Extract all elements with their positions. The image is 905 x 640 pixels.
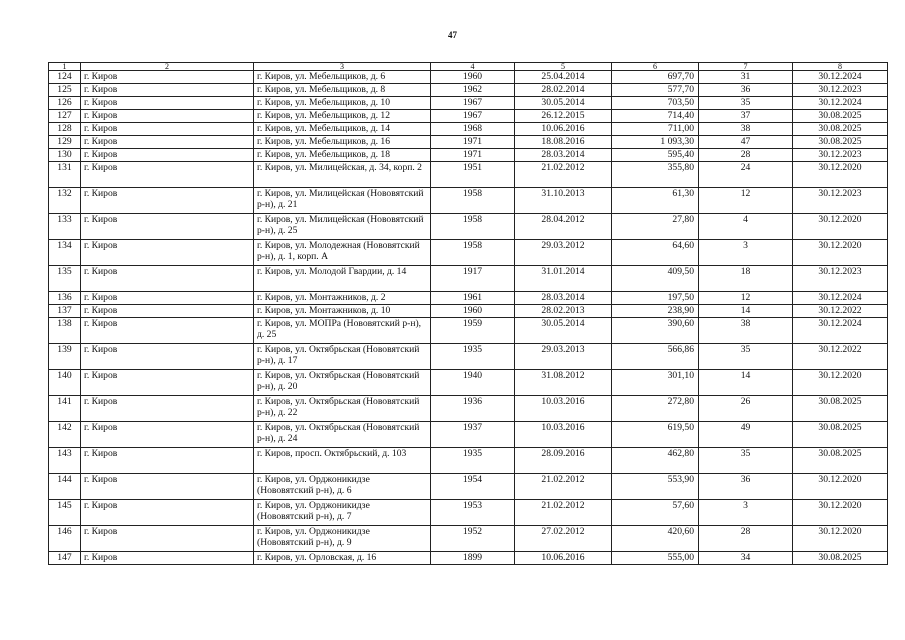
deadline-cell: 30.12.2023 (793, 266, 888, 292)
table-row (49, 97, 888, 110)
table-row (49, 84, 888, 97)
count-cell: 37 (699, 110, 793, 123)
row-number-cell: 134 (49, 240, 81, 266)
row-number-cell: 145 (49, 500, 81, 526)
area-cell: 64,60 (612, 240, 699, 266)
column-header: 1 (49, 63, 81, 71)
date-cell: 29.03.2012 (515, 240, 612, 266)
row-number-cell: 133 (49, 214, 81, 240)
city-cell: г. Киров (81, 240, 254, 266)
date-cell: 21.02.2012 (515, 500, 612, 526)
year-cell: 1962 (431, 84, 515, 97)
table-row (49, 123, 888, 136)
row-number-cell: 138 (49, 318, 81, 344)
address-cell: г. Киров, ул. Молодежная (Нововятский р-н), д. 1, корп. А (254, 240, 431, 266)
year-cell: 1971 (431, 149, 515, 162)
deadline-cell: 30.12.2020 (793, 474, 888, 500)
count-cell: 28 (699, 526, 793, 552)
area-cell: 1 093,30 (612, 136, 699, 149)
area-cell: 714,40 (612, 110, 699, 123)
row-number-cell: 143 (49, 448, 81, 474)
year-cell: 1967 (431, 97, 515, 110)
row-number-cell: 127 (49, 110, 81, 123)
table-row (49, 526, 888, 552)
year-cell: 1951 (431, 162, 515, 188)
row-number-cell: 147 (49, 552, 81, 565)
address-cell: г. Киров, ул. Монтажников, д. 2 (254, 292, 431, 305)
deadline-cell: 30.12.2024 (793, 97, 888, 110)
address-cell: г. Киров, ул. Орджоникидзе (Нововятский р-н), д. 6 (254, 474, 431, 500)
city-cell: г. Киров (81, 396, 254, 422)
row-number-cell: 136 (49, 292, 81, 305)
count-cell: 38 (699, 123, 793, 136)
table-row (49, 266, 888, 292)
area-cell: 420,60 (612, 526, 699, 552)
column-header: 8 (793, 63, 888, 71)
year-cell: 1968 (431, 123, 515, 136)
city-cell: г. Киров (81, 110, 254, 123)
count-cell: 31 (699, 71, 793, 84)
date-cell: 27.02.2012 (515, 526, 612, 552)
table-row (49, 162, 888, 188)
deadline-cell: 30.12.2024 (793, 71, 888, 84)
table-row (49, 188, 888, 214)
table-row (49, 71, 888, 84)
year-cell: 1958 (431, 214, 515, 240)
city-cell: г. Киров (81, 123, 254, 136)
count-cell: 3 (699, 240, 793, 266)
year-cell: 1952 (431, 526, 515, 552)
housing-table (48, 62, 888, 565)
area-cell: 462,80 (612, 448, 699, 474)
date-cell: 28.02.2014 (515, 84, 612, 97)
year-cell: 1960 (431, 305, 515, 318)
address-cell: г. Киров, ул. Октябрьская (Нововятский р-н), д. 20 (254, 370, 431, 396)
table-row (49, 448, 888, 474)
row-number-cell: 140 (49, 370, 81, 396)
count-cell: 35 (699, 448, 793, 474)
date-cell: 31.10.2013 (515, 188, 612, 214)
count-cell: 47 (699, 136, 793, 149)
area-cell: 703,50 (612, 97, 699, 110)
count-cell: 14 (699, 370, 793, 396)
table-row (49, 370, 888, 396)
column-number-row (49, 63, 888, 71)
row-number-cell: 125 (49, 84, 81, 97)
city-cell: г. Киров (81, 370, 254, 396)
city-cell: г. Киров (81, 526, 254, 552)
date-cell: 10.03.2016 (515, 422, 612, 448)
date-cell: 28.03.2014 (515, 149, 612, 162)
area-cell: 61,30 (612, 188, 699, 214)
table-row (49, 136, 888, 149)
year-cell: 1940 (431, 370, 515, 396)
area-cell: 301,10 (612, 370, 699, 396)
date-cell: 10.06.2016 (515, 552, 612, 565)
table-row (49, 214, 888, 240)
address-cell: г. Киров, ул. Орловская, д. 16 (254, 552, 431, 565)
deadline-cell: 30.12.2020 (793, 500, 888, 526)
count-cell: 4 (699, 214, 793, 240)
row-number-cell: 146 (49, 526, 81, 552)
row-number-cell: 142 (49, 422, 81, 448)
year-cell: 1935 (431, 448, 515, 474)
city-cell: г. Киров (81, 71, 254, 84)
year-cell: 1937 (431, 422, 515, 448)
year-cell: 1967 (431, 110, 515, 123)
table-row (49, 344, 888, 370)
deadline-cell: 30.12.2020 (793, 214, 888, 240)
row-number-cell: 126 (49, 97, 81, 110)
area-cell: 697,70 (612, 71, 699, 84)
area-cell: 355,80 (612, 162, 699, 188)
count-cell: 26 (699, 396, 793, 422)
area-cell: 238,90 (612, 305, 699, 318)
area-cell: 577,70 (612, 84, 699, 97)
count-cell: 12 (699, 188, 793, 214)
address-cell: г. Киров, ул. Мебельщиков, д. 8 (254, 84, 431, 97)
area-cell: 197,50 (612, 292, 699, 305)
count-cell: 38 (699, 318, 793, 344)
column-header: 6 (612, 63, 699, 71)
area-cell: 272,80 (612, 396, 699, 422)
count-cell: 49 (699, 422, 793, 448)
area-cell: 566,86 (612, 344, 699, 370)
table-row (49, 422, 888, 448)
city-cell: г. Киров (81, 422, 254, 448)
table-row (49, 149, 888, 162)
deadline-cell: 30.12.2022 (793, 344, 888, 370)
count-cell: 3 (699, 500, 793, 526)
year-cell: 1899 (431, 552, 515, 565)
city-cell: г. Киров (81, 84, 254, 97)
address-cell: г. Киров, ул. Мебельщиков, д. 6 (254, 71, 431, 84)
deadline-cell: 30.08.2025 (793, 422, 888, 448)
deadline-cell: 30.12.2024 (793, 318, 888, 344)
deadline-cell: 30.08.2025 (793, 110, 888, 123)
table-row (49, 396, 888, 422)
deadline-cell: 30.08.2025 (793, 552, 888, 565)
deadline-cell: 30.12.2023 (793, 149, 888, 162)
count-cell: 36 (699, 84, 793, 97)
date-cell: 10.06.2016 (515, 123, 612, 136)
date-cell: 26.12.2015 (515, 110, 612, 123)
housing-table-container (48, 62, 888, 565)
address-cell: г. Киров, просп. Октябрьский, д. 103 (254, 448, 431, 474)
address-cell: г. Киров, ул. Октябрьская (Нововятский р-н), д. 22 (254, 396, 431, 422)
page-number: 47 (448, 30, 457, 40)
count-cell: 12 (699, 292, 793, 305)
row-number-cell: 128 (49, 123, 81, 136)
city-cell: г. Киров (81, 97, 254, 110)
year-cell: 1961 (431, 292, 515, 305)
row-number-cell: 129 (49, 136, 81, 149)
address-cell: г. Киров, ул. Милицейская, д. 34, корп. 2 (254, 162, 431, 188)
date-cell: 31.08.2012 (515, 370, 612, 396)
area-cell: 27,80 (612, 214, 699, 240)
date-cell: 31.01.2014 (515, 266, 612, 292)
year-cell: 1971 (431, 136, 515, 149)
column-header: 5 (515, 63, 612, 71)
date-cell: 28.03.2014 (515, 292, 612, 305)
date-cell: 25.04.2014 (515, 71, 612, 84)
city-cell: г. Киров (81, 266, 254, 292)
address-cell: г. Киров, ул. Мебельщиков, д. 16 (254, 136, 431, 149)
city-cell: г. Киров (81, 149, 254, 162)
deadline-cell: 30.12.2024 (793, 292, 888, 305)
row-number-cell: 139 (49, 344, 81, 370)
city-cell: г. Киров (81, 136, 254, 149)
area-cell: 595,40 (612, 149, 699, 162)
column-header: 2 (81, 63, 254, 71)
deadline-cell: 30.12.2023 (793, 84, 888, 97)
deadline-cell: 30.12.2023 (793, 188, 888, 214)
row-number-cell: 131 (49, 162, 81, 188)
address-cell: г. Киров, ул. Орджоникидзе (Нововятский р-н), д. 7 (254, 500, 431, 526)
address-cell: г. Киров, ул. Мебельщиков, д. 14 (254, 123, 431, 136)
date-cell: 29.03.2013 (515, 344, 612, 370)
row-number-cell: 141 (49, 396, 81, 422)
city-cell: г. Киров (81, 214, 254, 240)
address-cell: г. Киров, ул. МОПРа (Нововятский р-н), д. 25 (254, 318, 431, 344)
address-cell: г. Киров, ул. Орджоникидзе (Нововятский р-н), д. 9 (254, 526, 431, 552)
count-cell: 36 (699, 474, 793, 500)
area-cell: 619,50 (612, 422, 699, 448)
city-cell: г. Киров (81, 305, 254, 318)
deadline-cell: 30.08.2025 (793, 396, 888, 422)
date-cell: 28.02.2013 (515, 305, 612, 318)
column-header: 4 (431, 63, 515, 71)
year-cell: 1917 (431, 266, 515, 292)
date-cell: 28.09.2016 (515, 448, 612, 474)
column-header: 3 (254, 63, 431, 71)
year-cell: 1935 (431, 344, 515, 370)
count-cell: 14 (699, 305, 793, 318)
deadline-cell: 30.12.2020 (793, 240, 888, 266)
date-cell: 28.04.2012 (515, 214, 612, 240)
table-row (49, 318, 888, 344)
address-cell: г. Киров, ул. Мебельщиков, д. 10 (254, 97, 431, 110)
year-cell: 1958 (431, 240, 515, 266)
row-number-cell: 124 (49, 71, 81, 84)
date-cell: 10.03.2016 (515, 396, 612, 422)
date-cell: 21.02.2012 (515, 474, 612, 500)
deadline-cell: 30.12.2020 (793, 526, 888, 552)
address-cell: г. Киров, ул. Мебельщиков, д. 12 (254, 110, 431, 123)
count-cell: 35 (699, 97, 793, 110)
count-cell: 35 (699, 344, 793, 370)
year-cell: 1958 (431, 188, 515, 214)
count-cell: 28 (699, 149, 793, 162)
address-cell: г. Киров, ул. Молодой Гвардии, д. 14 (254, 266, 431, 292)
table-row (49, 500, 888, 526)
date-cell: 18.08.2016 (515, 136, 612, 149)
date-cell: 21.02.2012 (515, 162, 612, 188)
city-cell: г. Киров (81, 344, 254, 370)
city-cell: г. Киров (81, 448, 254, 474)
row-number-cell: 135 (49, 266, 81, 292)
address-cell: г. Киров, ул. Мебельщиков, д. 18 (254, 149, 431, 162)
count-cell: 34 (699, 552, 793, 565)
city-cell: г. Киров (81, 292, 254, 305)
city-cell: г. Киров (81, 500, 254, 526)
year-cell: 1959 (431, 318, 515, 344)
year-cell: 1936 (431, 396, 515, 422)
deadline-cell: 30.12.2020 (793, 162, 888, 188)
area-cell: 553,90 (612, 474, 699, 500)
deadline-cell: 30.08.2025 (793, 136, 888, 149)
address-cell: г. Киров, ул. Милицейская (Нововятский р-н), д. 21 (254, 188, 431, 214)
row-number-cell: 132 (49, 188, 81, 214)
area-cell: 57,60 (612, 500, 699, 526)
year-cell: 1954 (431, 474, 515, 500)
area-cell: 555,00 (612, 552, 699, 565)
table-row (49, 552, 888, 565)
deadline-cell: 30.08.2025 (793, 123, 888, 136)
count-cell: 24 (699, 162, 793, 188)
area-cell: 409,50 (612, 266, 699, 292)
date-cell: 30.05.2014 (515, 318, 612, 344)
table-body (49, 71, 888, 565)
date-cell: 30.05.2014 (515, 97, 612, 110)
year-cell: 1953 (431, 500, 515, 526)
table-row (49, 240, 888, 266)
table-row (49, 110, 888, 123)
area-cell: 390,60 (612, 318, 699, 344)
city-cell: г. Киров (81, 188, 254, 214)
column-header: 7 (699, 63, 793, 71)
row-number-cell: 144 (49, 474, 81, 500)
table-row (49, 292, 888, 305)
deadline-cell: 30.12.2022 (793, 305, 888, 318)
row-number-cell: 137 (49, 305, 81, 318)
city-cell: г. Киров (81, 318, 254, 344)
count-cell: 18 (699, 266, 793, 292)
table-row (49, 474, 888, 500)
deadline-cell: 30.08.2025 (793, 448, 888, 474)
table-row (49, 305, 888, 318)
city-cell: г. Киров (81, 474, 254, 500)
row-number-cell: 130 (49, 149, 81, 162)
address-cell: г. Киров, ул. Октябрьская (Нововятский р-н), д. 24 (254, 422, 431, 448)
city-cell: г. Киров (81, 162, 254, 188)
deadline-cell: 30.12.2020 (793, 370, 888, 396)
year-cell: 1960 (431, 71, 515, 84)
city-cell: г. Киров (81, 552, 254, 565)
address-cell: г. Киров, ул. Монтажников, д. 10 (254, 305, 431, 318)
area-cell: 711,00 (612, 123, 699, 136)
address-cell: г. Киров, ул. Милицейская (Нововятский р-н), д. 25 (254, 214, 431, 240)
address-cell: г. Киров, ул. Октябрьская (Нововятский р-н), д. 17 (254, 344, 431, 370)
